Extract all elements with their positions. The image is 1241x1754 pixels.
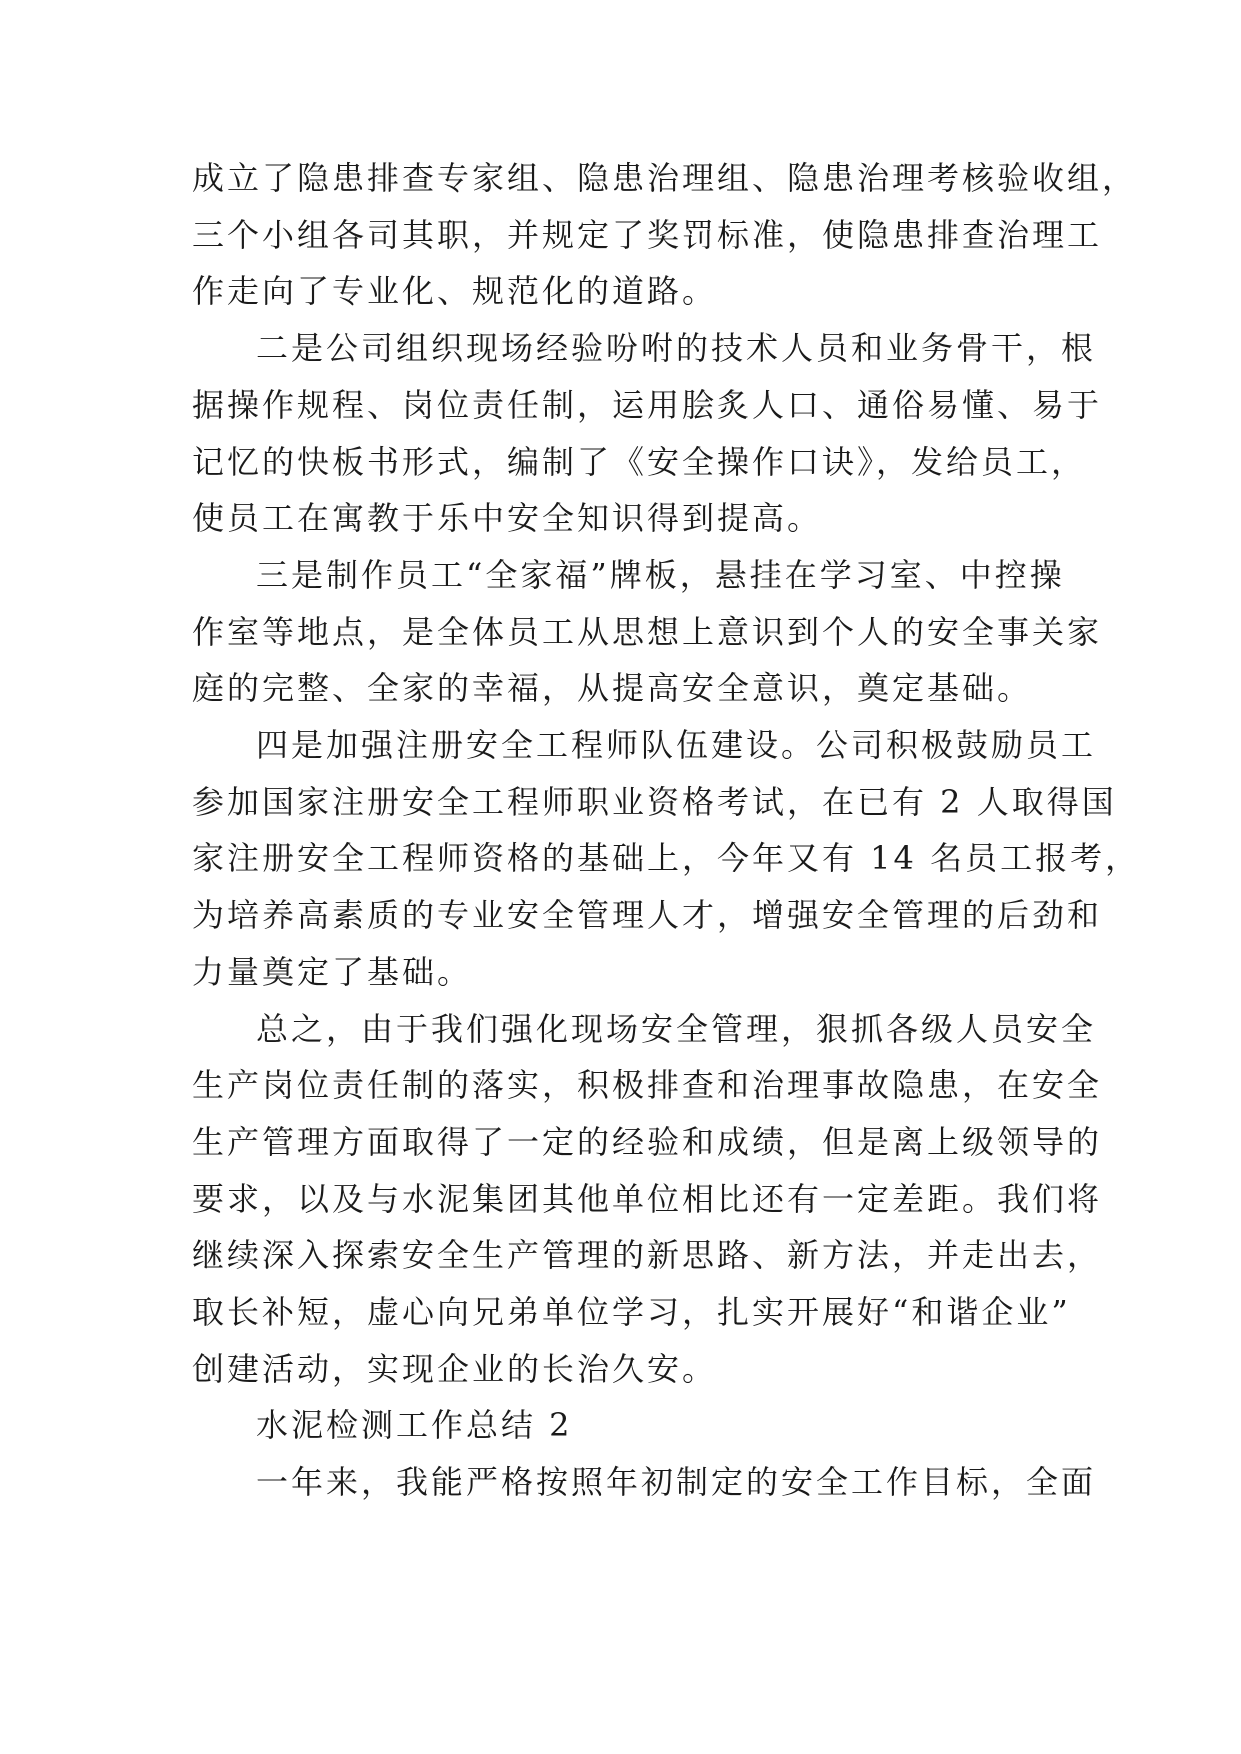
text-line: 一年来，我能严格按照年初制定的安全工作目标，全面 — [256, 1463, 1097, 1502]
section-heading — [192, 1397, 1052, 1454]
text-line: 作室等地点，是全体员工从思想上意识到个人的安全事关家 — [192, 612, 1103, 651]
text-line: 家注册安全工程师资格的基础上，今年又有 14 名员工报考， — [192, 839, 1141, 878]
paragraph-continued — [192, 150, 1138, 320]
text-line: 使员工在寓教于乐中安全知识得到提高。 — [192, 499, 823, 538]
text-line: 生产管理方面取得了一定的经验和成绩，但是离上级领导的 — [192, 1122, 1103, 1161]
text-line: 据操作规程、岗位责任制，运用脍炙人口、通俗易懂、易于 — [192, 385, 1103, 424]
text-line: 生产岗位责任制的落实，积极排查和治理事故隐患，在安全 — [192, 1066, 1103, 1105]
text-line: 作走向了专业化、规范化的道路。 — [192, 272, 718, 311]
text-line: 继续深入探索安全生产管理的新思路、新方法，并走出去， — [192, 1236, 1103, 1275]
text-line: 力量奠定了基础。 — [192, 952, 473, 991]
text-line: 记忆的快板书形式，编制了《安全操作口诀》，发给员工， — [192, 442, 1087, 481]
text-line: 庭的完整、全家的幸福，从提高安全意识，奠定基础。 — [192, 669, 1033, 708]
paragraph-summary — [192, 1001, 1103, 1398]
paragraph-second-point — [192, 320, 1103, 547]
paragraph-fourth-point — [192, 717, 1141, 1001]
text-line: 成立了隐患排查专家组、隐患治理组、隐患治理考核验收组， — [192, 159, 1138, 197]
text-line: 四是加强注册安全工程师队伍建设。公司积极鼓励员工 — [256, 726, 1097, 765]
text-line: 三是制作员工“全家福”牌板，悬挂在学习室、中控操 — [256, 555, 1065, 594]
text-line: 三个小组各司其职，并规定了奖罚标准，使隐患排查治理工 — [192, 215, 1103, 254]
text-line: 创建活动，实现企业的长治久安。 — [192, 1349, 718, 1388]
text-line: 参加国家注册安全工程师职业资格考试，在已有 2 人取得国 — [192, 782, 1117, 821]
text-line: 要求，以及与水泥集团其他单位相比还有一定差距。我们将 — [192, 1179, 1103, 1218]
document-body — [192, 150, 1141, 1511]
paragraph-new-section — [192, 1454, 1097, 1511]
text-line: 为培养高素质的专业安全管理人才，增强安全管理的后劲和 — [192, 896, 1103, 935]
text-line: 总之，由于我们强化现场安全管理，狠抓各级人员安全 — [256, 1009, 1097, 1048]
text-line: 二是公司组织现场经验吩咐的技术人员和业务骨干，根 — [256, 329, 1097, 368]
section-title: 水泥检测工作总结 2 — [256, 1406, 573, 1445]
text-line: 取长补短，虚心向兄弟单位学习，扎实开展好“和谐企业” — [192, 1293, 1071, 1332]
paragraph-third-point — [192, 547, 1103, 717]
